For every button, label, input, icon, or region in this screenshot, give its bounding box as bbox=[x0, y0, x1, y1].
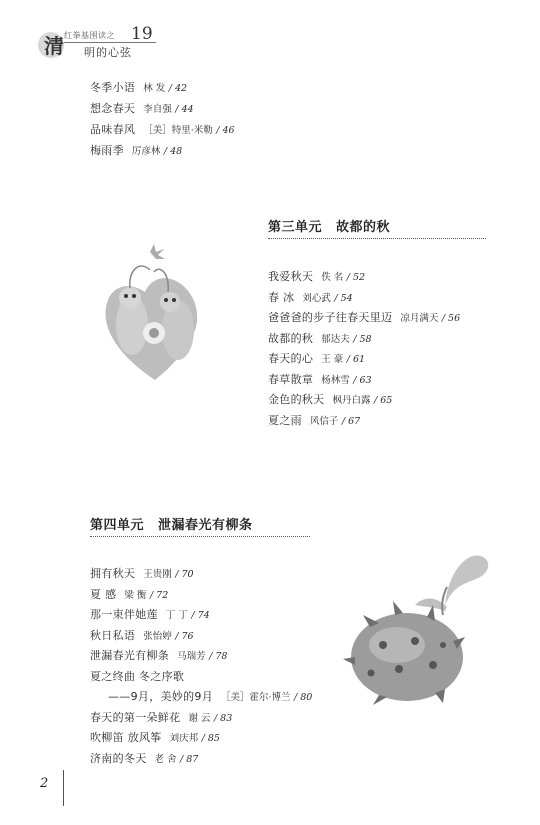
unit4-number: 第四单元 bbox=[90, 518, 145, 533]
unit4-name: 泄漏春光有柳条 bbox=[158, 518, 253, 533]
toc-entry-title: 济南的冬天 bbox=[90, 751, 147, 765]
toc-entry-title: 品味春风 bbox=[90, 123, 136, 136]
toc-entry-title: 夏之终曲 冬之序歌 bbox=[90, 669, 185, 683]
unit3-number: 第三单元 bbox=[268, 220, 323, 235]
unit3-dotted-rule bbox=[268, 238, 486, 239]
toc-entry-title: 冬季小语 bbox=[90, 81, 136, 94]
toc-entry-author: 丁 丁 bbox=[165, 610, 188, 621]
toc-entry bbox=[90, 100, 194, 116]
toc-entry bbox=[90, 647, 227, 663]
toc-entry-author: 谢 云 bbox=[188, 712, 211, 724]
toc-entry-title: 那一束伴她莲 bbox=[90, 608, 158, 621]
toc-entry bbox=[268, 289, 353, 305]
toc-entry-page: / 46 bbox=[216, 125, 235, 136]
toc-entry-page: / 72 bbox=[149, 589, 169, 601]
toc-entry-title: 故都的秋 bbox=[268, 331, 314, 345]
toc-entry bbox=[90, 79, 187, 95]
toc-entry-page: / 54 bbox=[334, 292, 353, 304]
toc-entry-page: / 44 bbox=[175, 104, 194, 115]
toc-entry-page: / 87 bbox=[180, 753, 199, 765]
toc-entry-author: 风信子 bbox=[309, 415, 339, 427]
toc-entry-author: 郁达夫 bbox=[321, 333, 350, 345]
toc-entry-page: / 56 bbox=[441, 313, 461, 324]
toc-entry-title: 夏之雨 bbox=[268, 413, 302, 427]
unit3-name: 故都的秋 bbox=[336, 220, 391, 235]
toc-entry-page: / 48 bbox=[163, 146, 183, 157]
toc-entry-title: 夏 感 bbox=[90, 587, 117, 601]
toc-entry-author: 杨林雪 bbox=[321, 374, 350, 386]
toc-entry-title: 春天的第一朵鲜花 bbox=[90, 710, 181, 724]
toc-entry-author: 刘庆邦 bbox=[169, 733, 199, 744]
toc-entry-page: / 83 bbox=[213, 712, 233, 724]
toc-entry-page: / 80 bbox=[294, 692, 313, 703]
toc-entry-author: 林 发 bbox=[143, 83, 166, 94]
volume-number: 19 bbox=[131, 24, 153, 44]
toc-entry-title: 拥有秋天 bbox=[90, 567, 136, 580]
unit4-dotted-rule bbox=[90, 536, 310, 537]
toc-entry-title: 爸爸爸的步子往春天里迈 bbox=[268, 311, 393, 324]
toc-entry-title: 春天的心 bbox=[268, 352, 314, 365]
toc-entry bbox=[90, 709, 232, 725]
toc-entry-title: 泄漏春光有柳条 bbox=[90, 649, 170, 662]
toc-entry-author: 王贵刚 bbox=[143, 569, 172, 580]
header-rule bbox=[64, 42, 156, 43]
unit4-heading bbox=[90, 514, 253, 533]
toc-entry bbox=[268, 350, 365, 366]
toc-entry-author: 凉月满天 bbox=[400, 313, 439, 324]
toc-entry-title: 我爱秋天 bbox=[268, 270, 314, 283]
toc-entry bbox=[90, 729, 220, 745]
toc-entry-author: 厉彦林 bbox=[131, 146, 161, 157]
series-name: 红拳基围读之 bbox=[64, 31, 115, 40]
page-number: 2 bbox=[40, 776, 49, 791]
spiky-fruit-illustration bbox=[335, 545, 500, 710]
toc-entry-title: 想念春天 bbox=[90, 102, 136, 115]
toc-entry-page: / 61 bbox=[346, 354, 366, 365]
toc-entry bbox=[90, 627, 194, 643]
toc-entry bbox=[90, 142, 182, 158]
toc-entry-author: 王 豪 bbox=[321, 354, 344, 365]
toc-entry-title: 金色的秋天 bbox=[268, 393, 325, 406]
toc-entry-author: 张怡婷 bbox=[143, 630, 172, 642]
toc-entry bbox=[90, 565, 194, 581]
toc-entry bbox=[268, 371, 372, 387]
page-number-rule bbox=[63, 770, 64, 806]
logo-char: 清 bbox=[44, 34, 64, 58]
toc-entry-author: 李自强 bbox=[143, 104, 172, 115]
toc-entry bbox=[90, 586, 168, 602]
toc-entry bbox=[90, 121, 235, 137]
unit3-heading bbox=[268, 216, 390, 235]
toc-entry-author: 佚 名 bbox=[321, 272, 344, 283]
toc-entry-title: 春草散章 bbox=[268, 372, 314, 386]
toc-entry-author: 梁 衡 bbox=[124, 589, 147, 601]
toc-entry-author: 刘心武 bbox=[302, 292, 331, 304]
toc-entry-author: 马瑞芳 bbox=[177, 651, 206, 662]
book-title: 明的心弦 bbox=[84, 46, 132, 59]
toc-entry-page: / 65 bbox=[374, 395, 393, 406]
toc-entry-title: 梅雨季 bbox=[90, 144, 124, 157]
toc-entry-page: / 63 bbox=[353, 374, 372, 386]
toc-entry-page: / 52 bbox=[346, 272, 366, 283]
toc-entry bbox=[268, 391, 392, 407]
toc-entry-page: / 58 bbox=[353, 333, 372, 345]
toc-entry-author: ［美］霍尔·博兰 bbox=[221, 692, 291, 703]
toc-entry-title: 秋日私语 bbox=[90, 628, 136, 642]
toc-entry bbox=[268, 412, 360, 428]
toc-entry bbox=[268, 330, 372, 346]
toc-entry-title: ——9月，美妙的9月 bbox=[108, 690, 213, 703]
toc-entry bbox=[90, 750, 198, 766]
toc-entry-title: 春 冰 bbox=[268, 290, 295, 304]
toc-entry-author: 枫丹白露 bbox=[332, 395, 371, 406]
toc-entry-author: 老 舍 bbox=[154, 753, 177, 765]
toc-entry-page: / 85 bbox=[201, 733, 220, 744]
toc-entry-page: / 70 bbox=[175, 569, 194, 580]
toc-entry-page: / 74 bbox=[191, 610, 210, 621]
toc-entry-page: / 67 bbox=[341, 415, 361, 427]
toc-entry-author: ［美］特里·米勒 bbox=[143, 125, 213, 136]
toc-entry bbox=[268, 309, 460, 325]
toc-entry bbox=[108, 688, 312, 704]
toc-entry-page: / 76 bbox=[175, 630, 194, 642]
toc-entry-page: / 42 bbox=[168, 83, 188, 94]
caterpillar-heart-illustration bbox=[100, 230, 210, 390]
toc-entry bbox=[90, 668, 184, 684]
toc-entry-page: / 78 bbox=[209, 651, 228, 662]
toc-entry bbox=[90, 606, 210, 622]
toc-entry bbox=[268, 268, 365, 284]
toc-entry-title: 吹柳笛 放风筝 bbox=[90, 731, 162, 744]
